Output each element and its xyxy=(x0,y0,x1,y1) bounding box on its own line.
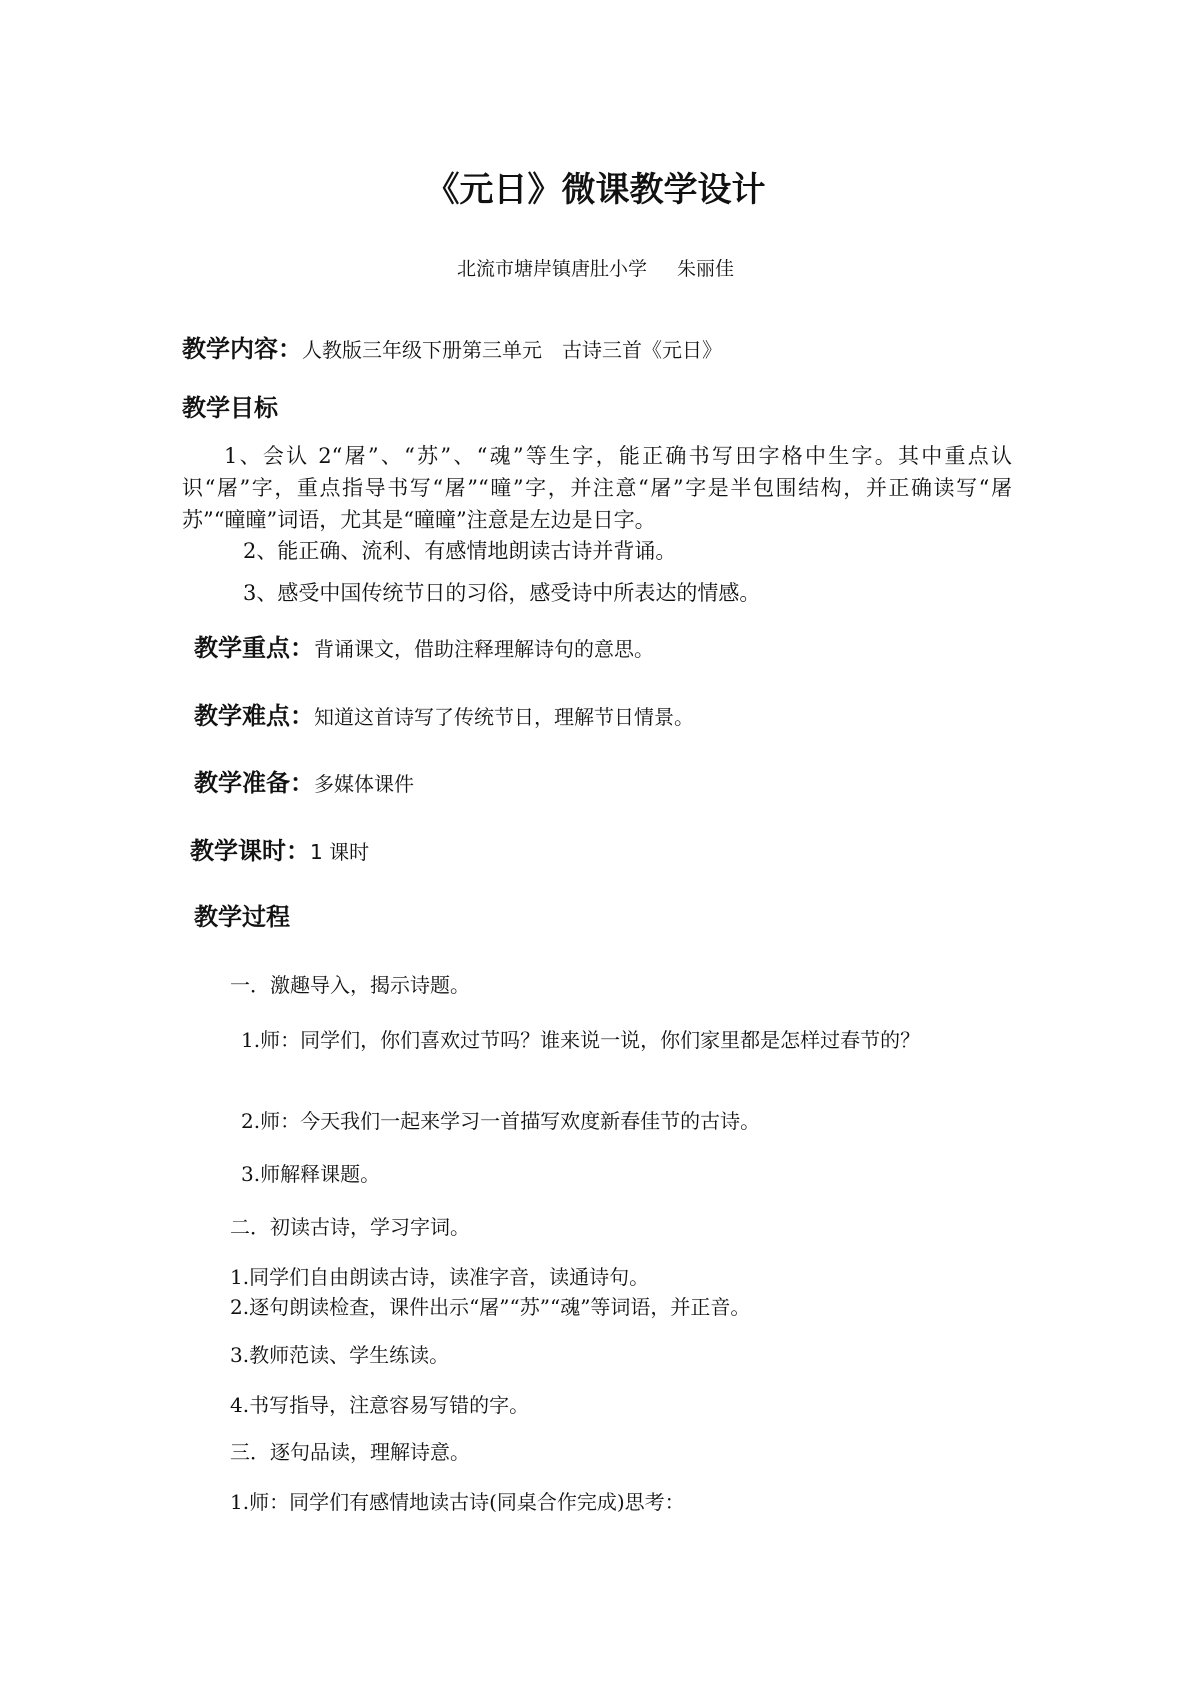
teaching-content-row xyxy=(182,334,722,365)
section-2-item-2: 2.逐句朗读检查，课件出示“屠”“苏”“魂”等词语，并正音。 xyxy=(230,1295,751,1319)
section-2-title: 二．初读古诗，学习字词。 xyxy=(230,1215,470,1239)
key-point-value: 背诵课文，借助注释理解诗句的意思。 xyxy=(314,637,654,661)
class-hours-value: 1 课时 xyxy=(310,840,370,864)
section-2-item-1: 1.同学们自由朗读古诗，读准字音，读通诗句。 xyxy=(230,1265,650,1289)
key-point-row xyxy=(194,633,654,664)
class-hours-row xyxy=(190,836,369,867)
section-3-title: 三．逐句品读，理解诗意。 xyxy=(230,1440,470,1464)
teaching-content-label: 教学内容： xyxy=(182,335,302,363)
process-heading: 教学过程 xyxy=(194,903,290,931)
section-1-item-3: 3.师解释课题。 xyxy=(241,1162,381,1186)
school-name: 北流市塘岸镇唐肚小学 xyxy=(456,258,647,280)
difficulty-label: 教学难点： xyxy=(194,702,314,730)
document-title: 《元日》微课教学设计 xyxy=(425,170,766,210)
key-point-label: 教学重点： xyxy=(194,634,314,662)
class-hours-label: 教学课时： xyxy=(190,837,310,865)
difficulty-row xyxy=(194,701,694,732)
section-1-item-2: 2.师：今天我们一起来学习一首描写欢度新春佳节的古诗。 xyxy=(241,1109,761,1133)
goals-heading: 教学目标 xyxy=(182,394,278,422)
section-3-item-1: 1.师：同学们有感情地读古诗(同桌合作完成)思考： xyxy=(230,1490,685,1514)
section-2-item-4: 4.书写指导，注意容易写错的字。 xyxy=(230,1393,530,1417)
section-1-title: 一．激趣导入，揭示诗题。 xyxy=(230,973,470,997)
goal-item-2: 2、能正确、流利、有感情地朗读古诗并背诵。 xyxy=(243,539,677,563)
teaching-content-value: 人教版三年级下册第三单元 古诗三首《元日》 xyxy=(302,338,722,362)
section-1-item-1: 1.师：同学们，你们喜欢过节吗？谁来说一说，你们家里都是怎样过春节的？ xyxy=(241,1028,921,1052)
author-line xyxy=(0,256,1191,282)
goal-item-3: 3、感受中国传统节日的习俗，感受诗中所表达的情感。 xyxy=(243,581,761,605)
author-name: 朱丽佳 xyxy=(677,258,735,280)
section-2-item-3: 3.教师范读、学生练读。 xyxy=(230,1343,450,1367)
difficulty-value: 知道这首诗写了传统节日，理解节日情景。 xyxy=(314,705,694,729)
preparation-value: 多媒体课件 xyxy=(314,772,414,796)
preparation-row xyxy=(194,768,414,799)
goal-item-1: 1、会认 2“屠”、“苏”、“魂”等生字，能正确书写田字格中生字。其中重点认识“屠”字，重点指导书写“屠”“曈”字，并注意“屠”字是半包围结构，并正确读写“屠苏”“曈曈”词语，尤其是“曈曈”注意是左边是日字。 xyxy=(182,444,1012,532)
preparation-label: 教学准备： xyxy=(194,769,314,797)
